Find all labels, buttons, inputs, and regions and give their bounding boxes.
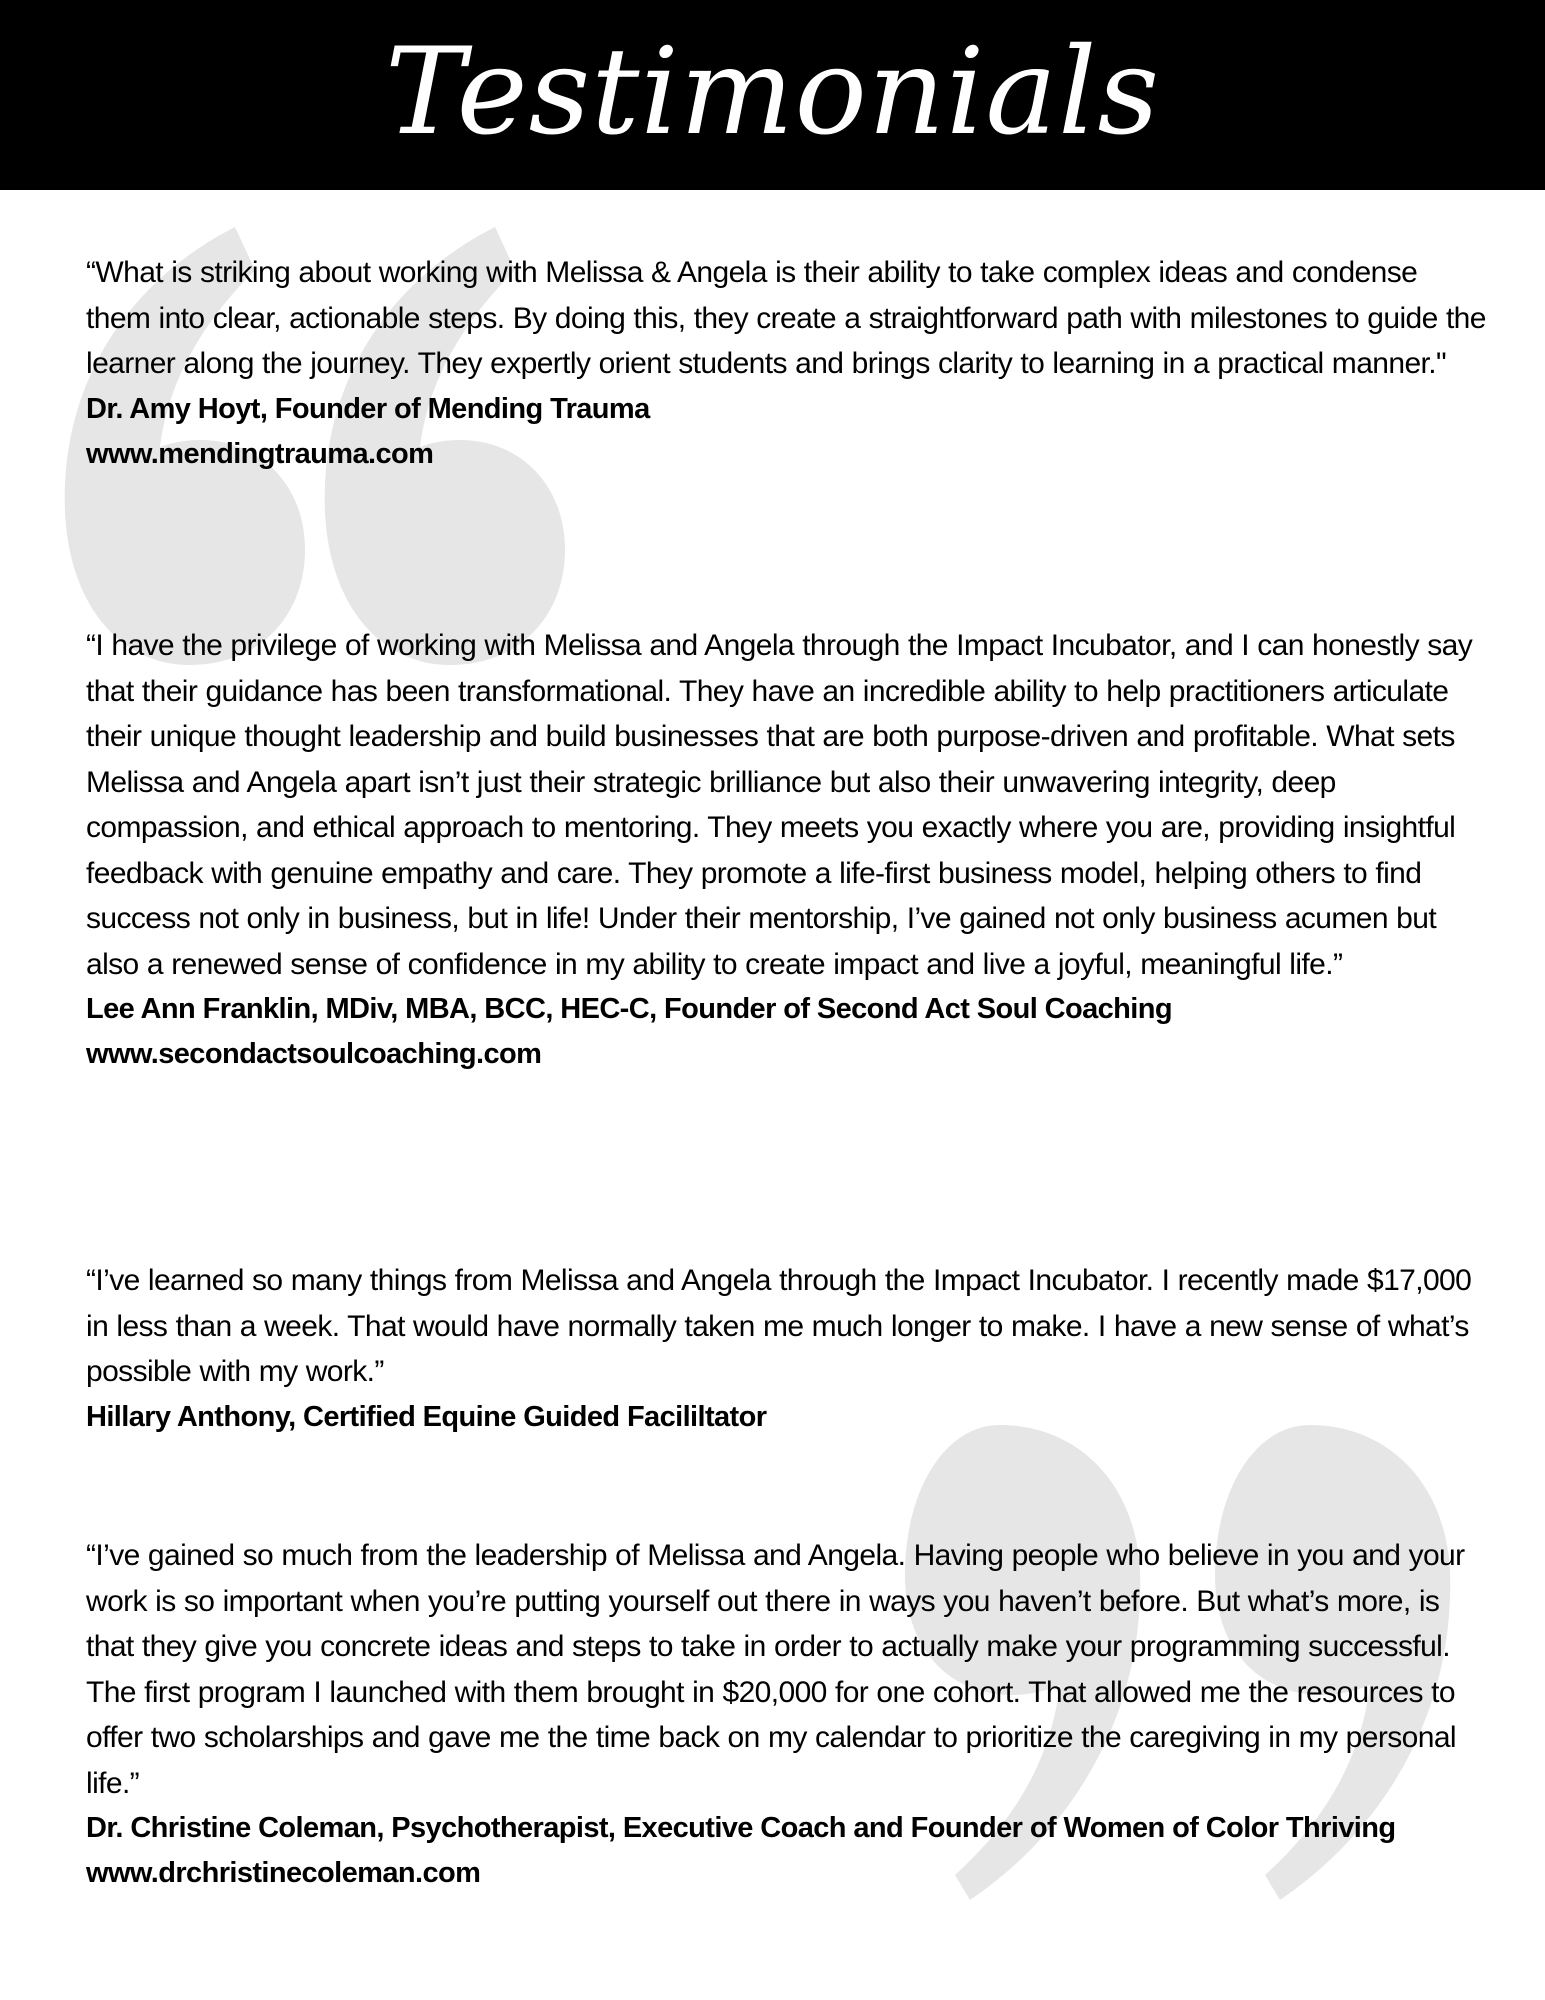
testimonial-quote: “I’ve learned so many things from Melissa and Angela through the Impact Incubator. I recently made $17,000 in less than a week. That would have normally taken me much longer to make. I have a new sense of what’s possible with my work.” bbox=[86, 1264, 1472, 1388]
header-banner bbox=[0, 0, 1545, 190]
testimonial-hillary-anthony bbox=[86, 1258, 1486, 1440]
testimonial-author: Hillary Anthony, Certified Equine Guided Facililtator bbox=[86, 1400, 767, 1433]
testimonial-christine-coleman bbox=[86, 1533, 1486, 1896]
page-title: Testimonials bbox=[384, 23, 1161, 162]
testimonial-quote: “I’ve gained so much from the leadership of Melissa and Angela. Having people who believe in you and your work is so important when you’re putting yourself out there in ways you haven’t before. But what’s more, is that they give you concrete ideas and steps to take in order to actually make your programming successful. The first program I launched with them brought in $20,000 for one cohort. That allowed me the resources to offer two scholarships and gave me the time back on my calendar to prioritize the caregiving in my personal life.” bbox=[86, 1539, 1465, 1800]
testimonial-website: www.mendingtrauma.com bbox=[86, 437, 434, 470]
testimonial-amy-hoyt bbox=[86, 250, 1486, 477]
testimonial-website: www.drchristinecoleman.com bbox=[86, 1857, 481, 1889]
testimonial-author: Dr. Christine Coleman, Psychotherapist, Executive Coach and Founder of Women of Color Thriving bbox=[86, 1812, 1396, 1844]
testimonial-author: Dr. Amy Hoyt, Founder of Mending Trauma bbox=[86, 392, 650, 425]
testimonial-quote: “I have the privilege of working with Melissa and Angela through the Impact Incubator, and I can honestly say that their guidance has been transformational. They have an incredible ability to help practitioners articulate their unique thought leadership and build businesses that are both purpose-driven and profitable. What sets Melissa and Angela apart isn’t just their strategic brilliance but also their unwavering integrity, deep compassion, and ethical approach to mentoring. They meets you exactly where you are, providing insightful feedback with genuine empathy and care. They promote a life-first business model, helping others to find success not only in business, but in life! Under their mentorship, I’ve gained not only business acumen but also a renewed sense of confidence in my ability to create impact and live a joyful, meaningful life.” bbox=[86, 629, 1473, 981]
testimonial-lee-ann-franklin bbox=[86, 623, 1486, 1077]
testimonial-author: Lee Ann Franklin, MDiv, MBA, BCC, HEC-C, Founder of Second Act Soul Coaching bbox=[86, 993, 1172, 1025]
testimonial-quote: “What is striking about working with Melissa & Angela is their ability to take complex ideas and condense them into clear, actionable steps. By doing this, they create a straightforward path with milestones to guide the learner along the journey. They expertly orient students and brings clarity to learning in a practical manner." bbox=[86, 256, 1486, 380]
testimonial-website: www.secondactsoulcoaching.com bbox=[86, 1038, 542, 1070]
